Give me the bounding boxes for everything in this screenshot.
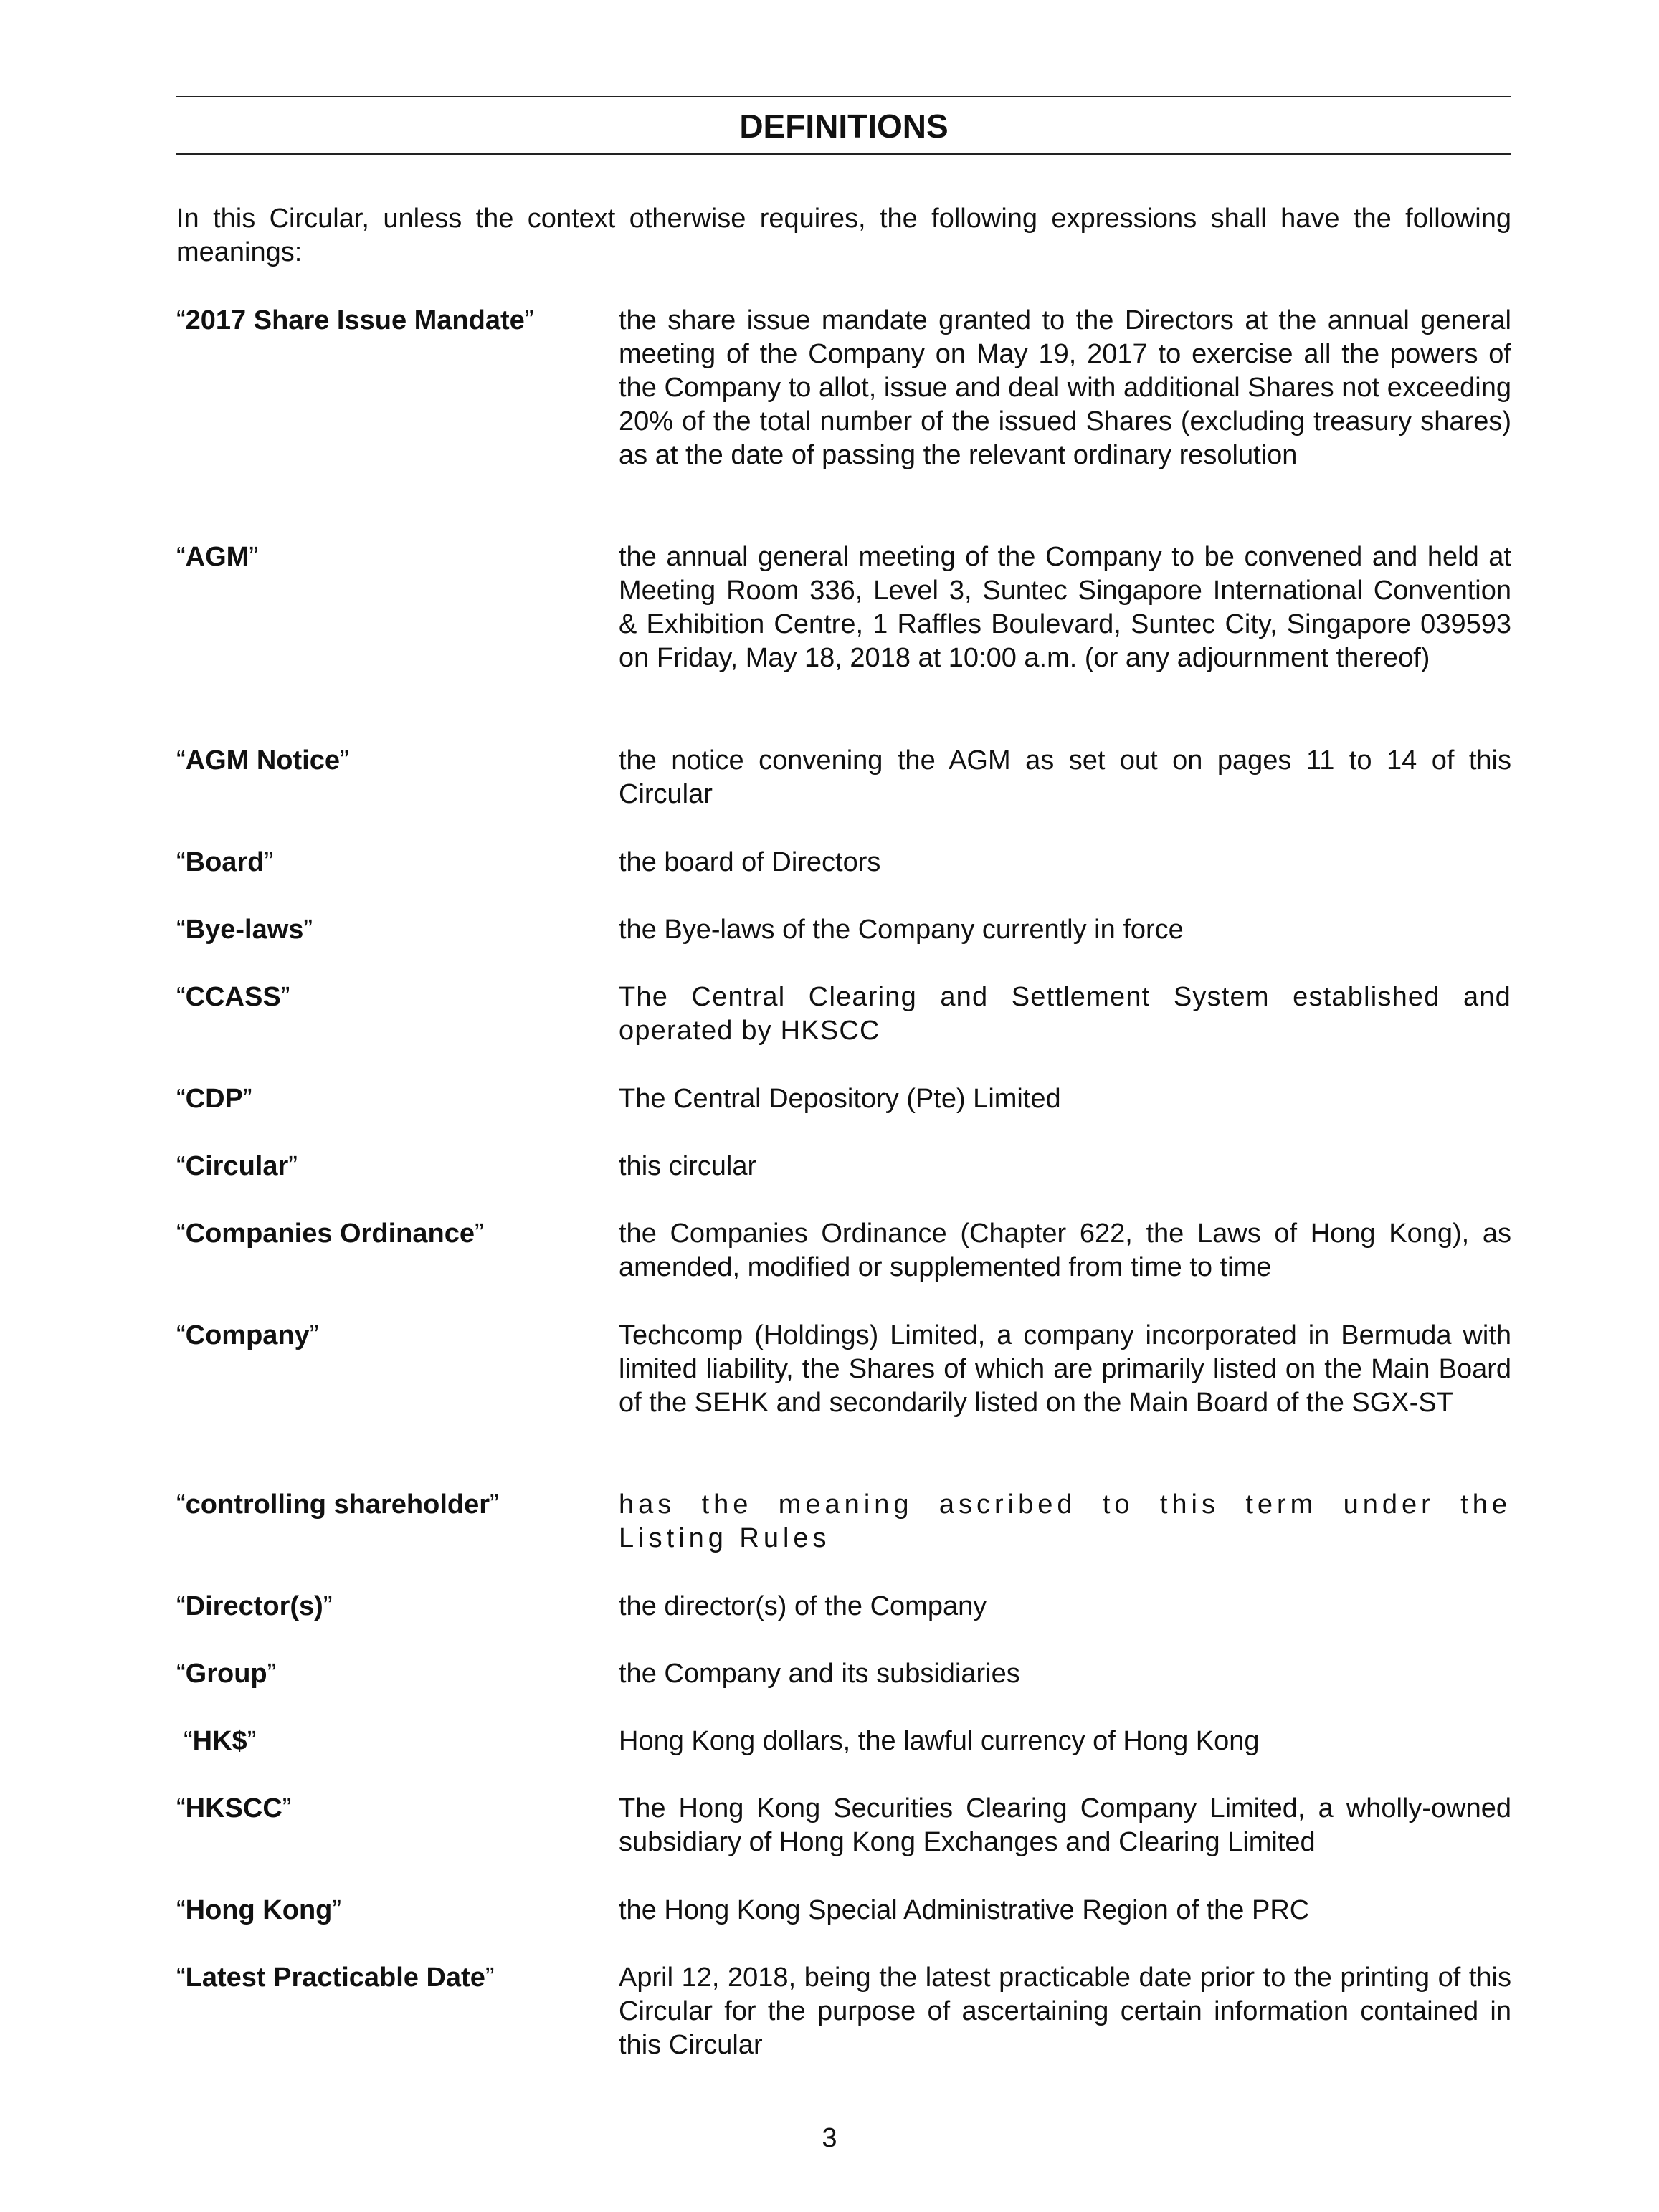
definition-text: The Central Depository (Pte) Limited bbox=[619, 1084, 1061, 1114]
definition-term: “Hong Kong” bbox=[176, 1895, 342, 1925]
definition-text: the notice convening the AGM as set out on pages 11 to 14 of this Circular bbox=[619, 745, 1511, 809]
definition-term: “Director(s)” bbox=[176, 1591, 333, 1621]
definition-text: the share issue mandate granted to the Directors at the annual general meeting of the Company on May 19, 2017 to exercise all the powers of the Company to allot, issue and deal with additional Shares not exceeding 20% of the total number of the issued Shares (excluding treasury shares) as at the date of passing the relevant ordinary resolution bbox=[619, 305, 1511, 470]
definition-term: “Group” bbox=[176, 1659, 277, 1689]
definition-text: The Central Clearing and Settlement System established and operated by HKSCC bbox=[619, 982, 1511, 1046]
definition-term: “HK$” bbox=[184, 1726, 257, 1756]
definition-text: Techcomp (Holdings) Limited, a company incorporated in Bermuda with limited liability, the Shares of which are primarily listed on the Main Board of the SEHK and secondarily listed on the Main Board of the SGX-ST bbox=[619, 1320, 1511, 1418]
definition-term: “CCASS” bbox=[176, 982, 290, 1012]
page-heading: DEFINITIONS bbox=[739, 108, 949, 145]
definition-text: the annual general meeting of the Company to be convened and held at Meeting Room 336, Level 3, Suntec Singapore International Convention & Exhibition Centre, 1 Raffles Boulevard, Suntec City, Singapore 039593 on Friday, May 18, 2018 at 10:00 a.m. (or any adjournment thereof) bbox=[619, 542, 1511, 673]
definition-text: The Hong Kong Securities Clearing Company Limited, a wholly-owned subsidiary of Hong Kong Exchanges and Clearing Limited bbox=[619, 1793, 1511, 1857]
definition-text: Hong Kong dollars, the lawful currency of Hong Kong bbox=[619, 1726, 1260, 1756]
definition-term: “AGM Notice” bbox=[176, 745, 349, 776]
definition-text: the director(s) of the Company bbox=[619, 1591, 987, 1621]
definition-term: “Circular” bbox=[176, 1151, 298, 1181]
definition-term: “Companies Ordinance” bbox=[176, 1219, 484, 1249]
definition-term: “Bye-laws” bbox=[176, 915, 313, 945]
definition-text: the Companies Ordinance (Chapter 622, the Laws of Hong Kong), as amended, modified or supplemented from time to time bbox=[619, 1219, 1511, 1282]
definition-text: the board of Directors bbox=[619, 847, 881, 877]
definition-term: “Latest Practicable Date” bbox=[176, 1963, 495, 1993]
definition-term: “2017 Share Issue Mandate” bbox=[176, 305, 534, 335]
intro-paragraph: In this Circular, unless the context otherwise requires, the following expressions shall have the following meanings: bbox=[176, 204, 1511, 267]
definition-term: “CDP” bbox=[176, 1084, 252, 1114]
definition-term: “controlling shareholder” bbox=[176, 1489, 499, 1520]
definition-text: the Hong Kong Special Administrative Region of the PRC bbox=[619, 1895, 1310, 1925]
definition-term: “HKSCC” bbox=[176, 1793, 292, 1824]
definition-text: this circular bbox=[619, 1151, 757, 1181]
definition-term: “Company” bbox=[176, 1320, 319, 1350]
heading-rule-bottom bbox=[176, 153, 1511, 155]
heading-rule-top bbox=[176, 96, 1511, 97]
definition-text: the Bye-laws of the Company currently in force bbox=[619, 915, 1184, 945]
definition-text: April 12, 2018, being the latest practicable date prior to the printing of this Circular for the purpose of ascertaining certain information contained in this Circular bbox=[619, 1963, 1511, 2060]
definition-term: “Board” bbox=[176, 847, 274, 877]
definition-text: the Company and its subsidiaries bbox=[619, 1659, 1020, 1689]
definition-text: has the meaning ascribed to this term under the Listing Rules bbox=[619, 1489, 1511, 1553]
page-number: 3 bbox=[822, 2123, 837, 2153]
definition-term: “AGM” bbox=[176, 542, 258, 572]
